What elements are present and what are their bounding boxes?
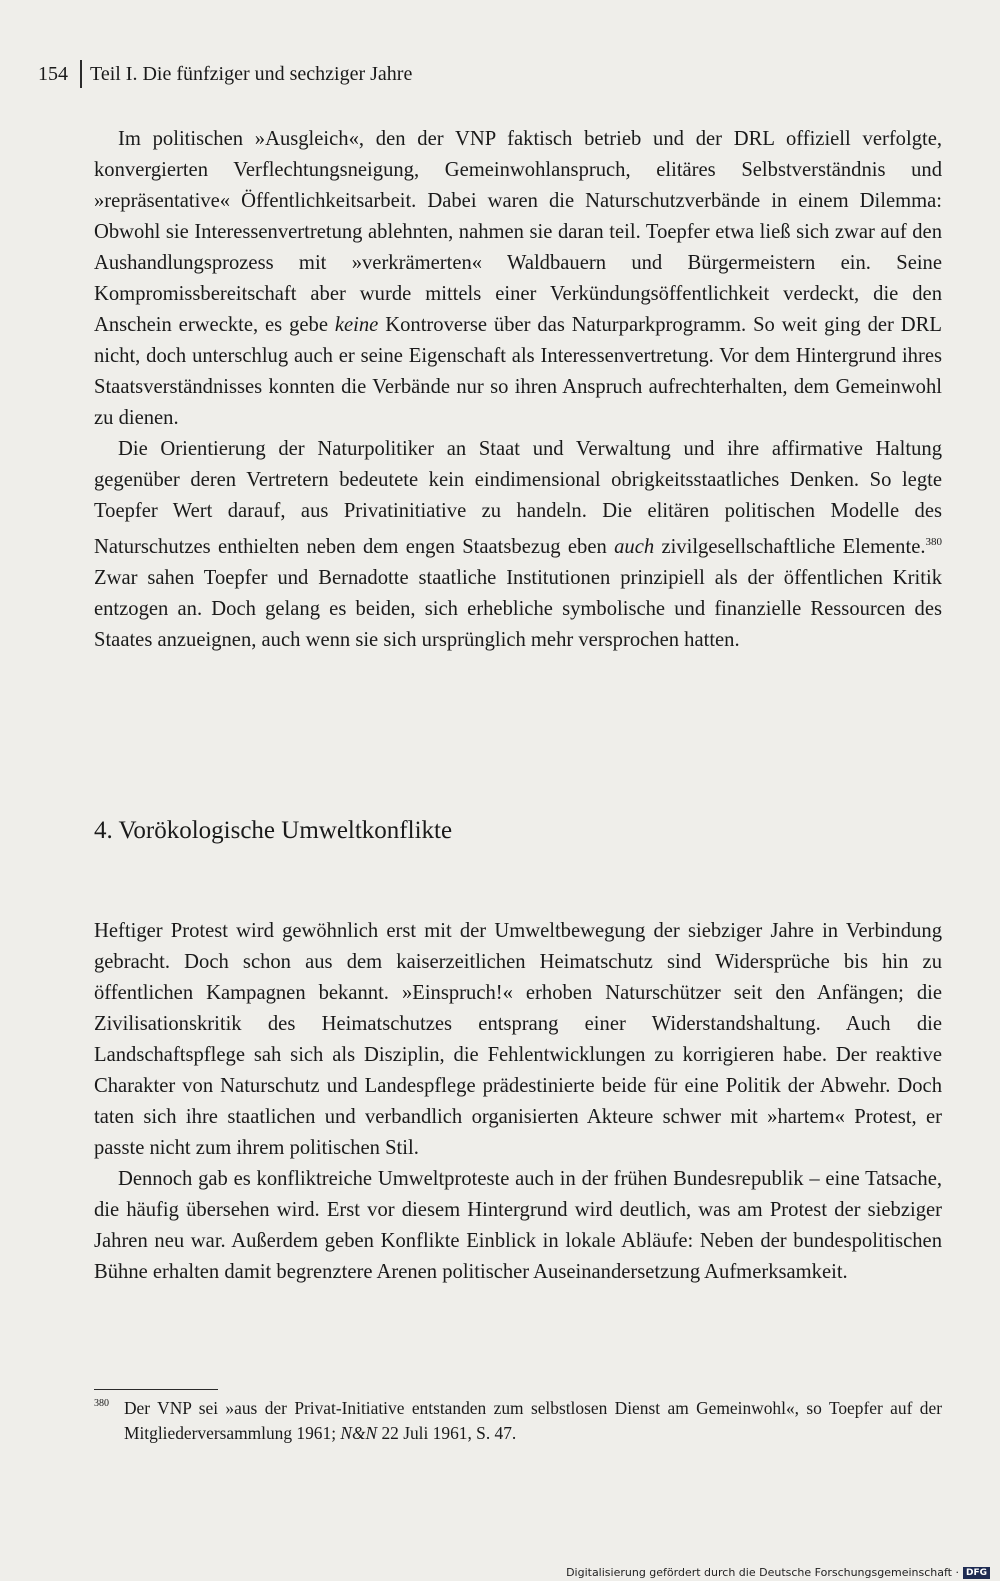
- emphasis: N&N: [340, 1423, 378, 1443]
- footnote-text: Der VNP sei »aus der Privat-Initiative entstanden zum selbstlosen Dienst am Gemeinwohl«, so Toepfer auf der Mitgliederversammlung 1961; N&N 22 Juli 1961, S. 47.: [124, 1398, 942, 1443]
- credit-text: Digitalisierung gefördert durch die Deutsche Forschungsgemeinschaft ·: [566, 1566, 959, 1579]
- emphasis: auch: [614, 535, 655, 558]
- section-body-2: [94, 916, 942, 1288]
- footnote: [94, 1396, 942, 1446]
- footnote-number: 380: [94, 1398, 109, 1409]
- digitization-credit: [566, 1566, 990, 1579]
- paragraph: Die Orientierung der Naturpolitiker an Staat und Verwaltung und ihre affirmative Haltung gegenüber deren Vertretern bedeutete kein eindimensional obrigkeitsstaatliches Denken. So legte Toepfer Wert darauf, aus Privatinitiative zu handeln. Die elitären politischen Modelle des Naturschutzes enthielten neben dem engen Staatsbezug eben auch zivilgesellschaftliche Elemente.$^{380}$ Zwar sahen Toepfer und Bernadotte staatliche Institutionen prinzipiell als der öffentlichen Kritik entzogen an. Doch gelang es beiden, sich erhebliche symbolische und finanzielle Ressourcen des Staates anzueignen, auch wenn sie sich ursprünglich mehr versprochen hatten.: [94, 438, 942, 651]
- running-head: [38, 58, 412, 90]
- page-number: 154: [38, 62, 68, 85]
- footnote-divider: [94, 1389, 218, 1390]
- footnotes: [94, 1396, 942, 1446]
- paragraph: Dennoch gab es konfliktreiche Umweltproteste auch in der frühen Bundesrepublik – eine Tatsache, die häufig übersehen wird. Erst vor diesem Hintergrund wird deutlich, was am Protest der siebziger Jahren neu war. Außerdem geben Konflikte Einblick in lokale Abläufe: Neben der bundespolitischen Bühne erhalten damit begrenztere Arenen politischer Auseinandersetzung Aufmerksamkeit.: [94, 1168, 942, 1283]
- dfg-logo: DFG: [963, 1567, 990, 1579]
- paragraph: Heftiger Protest wird gewöhnlich erst mit der Umweltbewegung der siebziger Jahre in Verbindung gebracht. Doch schon aus dem kaiserzeitlichen Heimatschutz sind Widersprüche bis hin zu öffentlichen Kampagnen bekannt. »Einspruch!« erhoben Naturschützer seit den Anfängen; die Zivilisationskritik des Heimatschutzes entsprang einer Widerstandshaltung. Auch die Landschaftspflege sah sich als Disziplin, die Fehlentwicklungen zu korrigieren habe. Der reaktive Charakter von Naturschutz und Landespflege prädestinierte beide für eine Politik der Abwehr. Doch taten sich ihre staatlichen und verbandlich organisierten Akteure schwer mit »hartem« Protest, er passte nicht zum ihrem politischen Stil.: [94, 920, 942, 1159]
- section-body-1: [94, 124, 942, 656]
- header-divider: [80, 60, 82, 88]
- emphasis: keine: [334, 314, 379, 336]
- paragraph: Im politischen »Ausgleich«, den der VNP faktisch betrieb und der DRL offiziell verfolgte, konvergierten Verflechtungsneigung, Gemeinwohlanspruch, elitäres Selbstverständnis und »repräsentative« Öffentlichkeitsarbeit. Dabei waren die Naturschutzverbände in einem Dilemma: Obwohl sie Interessenvertretung ablehnten, nahmen sie daran teil. Toepfer etwa ließ sich zwar auf den Aushandlungsprozess mit »verkrämerten« Waldbauern und Bürgermeistern ein. Seine Kompromissbereitschaft aber wurde mittels einer Verkündungsöffentlichkeit verdeckt, die den Anschein erweckte, es gebe keine Kontroverse über das Naturparkprogramm. So weit ging der DRL nicht, doch unterschlug auch er seine Eigenschaft als Interessenvertretung. Vor dem Hintergrund ihres Staatsverständnisses konnten die Verbände nur so ihren Anspruch aufrechterhalten, dem Gemeinwohl zu dienen.: [94, 128, 942, 429]
- running-title: Teil I. Die fünfziger und sechziger Jahre: [90, 62, 413, 85]
- section-heading: 4. Vorökologische Umweltkonflikte: [94, 817, 453, 844]
- footnote-reference: 380: [925, 536, 942, 548]
